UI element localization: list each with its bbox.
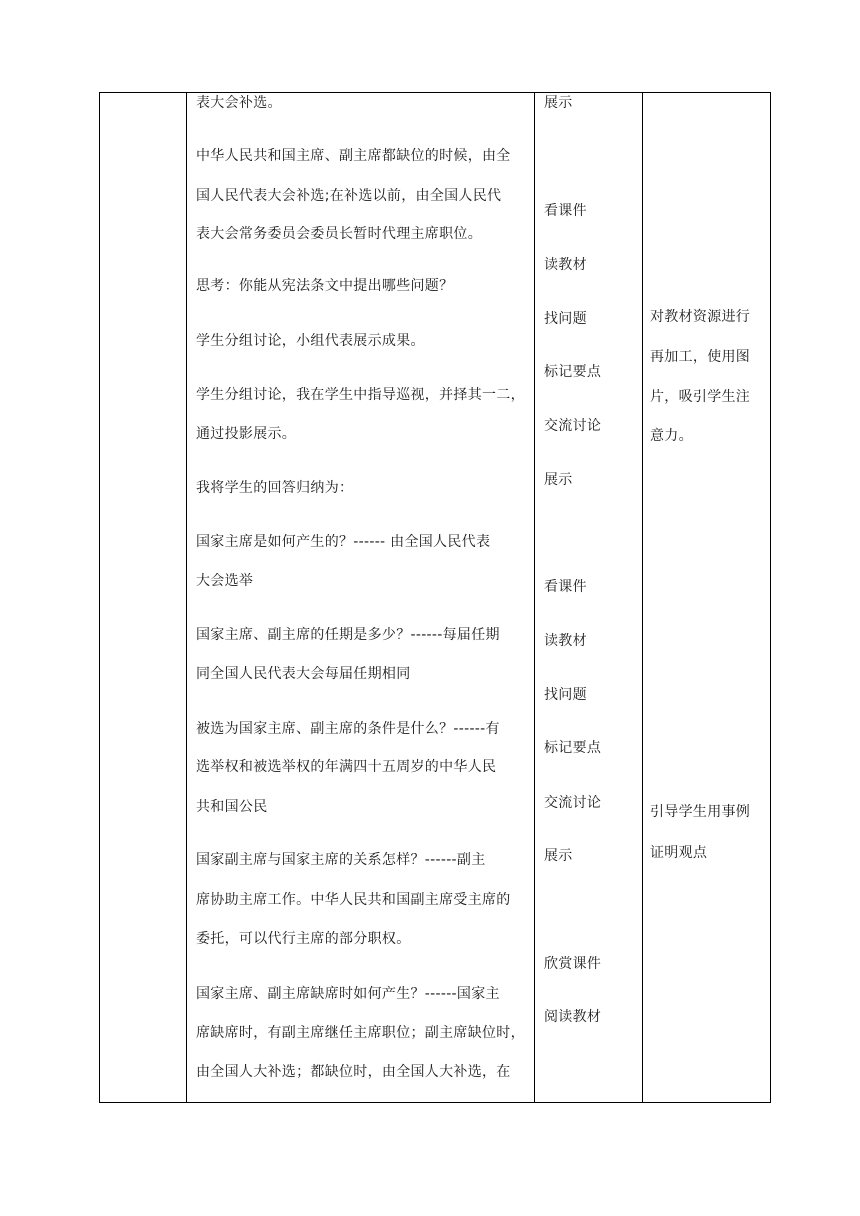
content-line: 国家主席、副主席的任期是多少？------每届任期 xyxy=(196,627,500,643)
activity-line: 找问题 xyxy=(544,687,587,703)
activity-line: 读教材 xyxy=(544,257,587,273)
content-line: 席协助主席工作。中华人民共和国副主席受主席的 xyxy=(196,892,511,908)
activity-line: 看课件 xyxy=(544,203,587,219)
activity-line: 看课件 xyxy=(544,579,587,595)
activity-line: 读教材 xyxy=(544,633,587,649)
intent-line: 片，吸引学生注 xyxy=(650,389,751,405)
content-line: 国家副主席与国家主席的关系怎样？------副主 xyxy=(196,852,486,868)
content-line: 选举权和被选举权的年满四十五周岁的中华人民 xyxy=(196,759,497,775)
intent-line: 再加工，使用图 xyxy=(650,349,751,365)
intent-line: 对教材资源进行 xyxy=(650,309,751,325)
design-intent-column xyxy=(642,93,770,1102)
activity-line: 欣赏课件 xyxy=(544,956,602,972)
lesson-plan-table xyxy=(99,92,771,1103)
content-line: 由全国人大补选；都缺位时，由全国人大补选，在 xyxy=(196,1064,511,1080)
activity-line: 找问题 xyxy=(544,311,587,327)
activity-line: 阅读教材 xyxy=(544,1009,602,1025)
activity-line: 展示 xyxy=(544,472,573,488)
activity-line: 标记要点 xyxy=(544,364,602,380)
content-line: 国家主席、副主席缺席时如何产生？------国家主 xyxy=(196,986,500,1002)
content-line: 席缺席时，有副主席继任主席职位；副主席缺位时， xyxy=(196,1025,525,1041)
content-line: 中华人民共和国主席、副主席都缺位的时候，由全 xyxy=(196,148,511,164)
content-line: 我将学生的回答归纳为： xyxy=(196,480,354,496)
student-activity-column xyxy=(534,93,642,1102)
activity-line: 标记要点 xyxy=(544,740,602,756)
content-line: 国家主席是如何产生的？------ 由全国人民代表 xyxy=(196,534,491,550)
stage-column xyxy=(100,93,186,1102)
content-line: 共和国公民 xyxy=(196,799,268,815)
content-line: 学生分组讨论，我在学生中指导巡视，并择其一二， xyxy=(196,387,525,403)
content-line: 被选为国家主席、副主席的条件是什么？------有 xyxy=(196,721,500,737)
intent-line: 引导学生用事例 xyxy=(650,804,751,820)
content-line: 通过投影展示。 xyxy=(196,426,297,442)
content-line: 表大会常务委员会委员长暂时代理主席职位。 xyxy=(196,226,482,242)
content-line: 学生分组讨论，小组代表展示成果。 xyxy=(196,333,425,349)
activity-line: 交流讨论 xyxy=(544,795,602,811)
content-line: 同全国人民代表大会每届任期相同 xyxy=(196,666,411,682)
content-line: 大会选举 xyxy=(196,573,254,589)
teaching-content-column xyxy=(186,93,534,1102)
content-line: 思考：你能从宪法条文中提出哪些问题？ xyxy=(196,278,454,294)
content-line: 表大会补选。 xyxy=(196,95,282,111)
content-line: 国人民代表大会补选;在补选以前，由全国人民代 xyxy=(196,188,502,204)
activity-line: 交流讨论 xyxy=(544,418,602,434)
content-line: 委托，可以代行主席的部分职权。 xyxy=(196,931,411,947)
intent-line: 意力。 xyxy=(650,428,693,444)
activity-line: 展示 xyxy=(544,848,573,864)
activity-line: 展示 xyxy=(544,95,573,111)
intent-line: 证明观点 xyxy=(650,845,708,861)
